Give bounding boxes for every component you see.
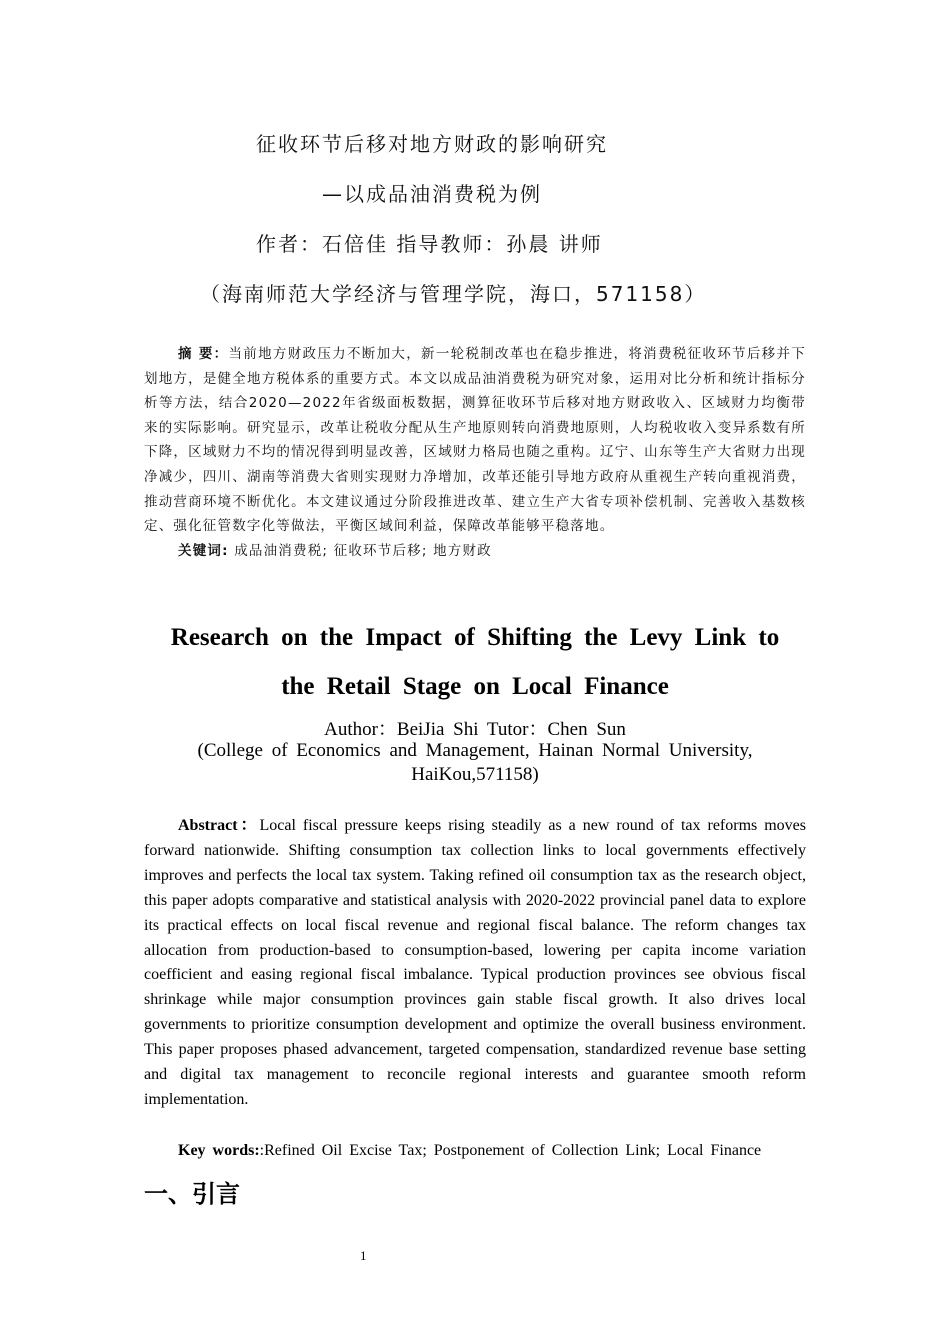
english-keywords-text: :Refined Oil Excise Tax; Postponement of Collection Link; Local Finance — [259, 1142, 762, 1159]
english-title-line-1: Research on the Impact of Shifting the Levy Link to — [170, 624, 780, 651]
chinese-keywords — [144, 539, 806, 564]
section-heading-introduction: 一、引言 — [144, 1180, 240, 1208]
chinese-affiliation: （海南师范大学经济与管理学院，海口，571158） — [200, 282, 707, 306]
chinese-keywords-label: 关键词: — [178, 542, 229, 559]
english-author-line: Author：BeiJia Shi Tutor：Chen Sun — [324, 719, 626, 740]
english-keywords — [144, 1142, 824, 1160]
chinese-abstract-paragraph — [144, 342, 806, 539]
english-abstract — [144, 814, 806, 1113]
english-title-line-2: the Retail Stage on Local Finance — [281, 673, 669, 700]
chinese-abstract-text: 当前地方财政压力不断加大，新一轮税制改革也在稳步推进，将消费税征收环节后移并下划地方，是健全地方税体系的重要方式。本文以成品油消费税为研究对象，运用对比分析和统计指标分析等方法，结合2020—2022年省级面板数据，测算征收环节后移对地方财政收入、区域财力均衡带来的实际影响。研究显示，改革让税收分配从生产地原则转向消费地原则，人均税收收入变异系数有所下降，区域财力不均的情况得到明显改善，区域财力格局也随之重构。辽宁、山东等生产大省财力出现净减少，四川、湖南等消费大省则实现财力净增加，改革还能引导地方政府从重视生产转向重视消费，推动营商环境不断优化。本文建议通过分阶段推进改革、建立生产大省专项补偿机制、完善收入基数核定、强化征管数字化等做法，平衡区域间利益，保障改革能够平稳落地。 — [144, 346, 806, 535]
chinese-keywords-text: 成品油消费税; 征收环节后移; 地方财政 — [234, 542, 492, 559]
english-affiliation: (College of Economics and Management, Hainan Normal University, HaiKou,571158) — [197, 740, 753, 785]
chinese-abstract — [144, 342, 806, 563]
english-abstract-text: Local fiscal pressure keeps rising steadily as a new round of tax reforms moves forward nationwide. Shifting consumption tax collection links to local governments effectively improves and perfects the local tax system. Taking refined oil consumption tax as the research object, this paper adopts comparative and statistical analysis with 2020-2022 provincial panel data to explore its practical effects on local fiscal revenue and regional fiscal balance. The reform changes tax allocation from production-based to consumption-based, lowering per capita income variation coefficient and easing regional fiscal imbalance. Typical production provinces see obvious fiscal shrinkage while major consumption provinces gain stable fiscal growth. It also drives local governments to prioritize consumption development and optimize the overall business environment. This paper proposes phased advancement, targeted compensation, standardized revenue base setting and digital tax management to reconcile regional interests and guarantee smooth reform implementation. — [144, 817, 807, 1108]
chinese-title: 征收环节后移对地方财政的影响研究 — [256, 132, 608, 156]
english-keywords-label: Key words: — [178, 1142, 260, 1159]
english-abstract-label: Abstract： — [178, 817, 260, 834]
page-number: 1 — [360, 1248, 367, 1263]
chinese-abstract-label: 摘 要： — [178, 346, 229, 362]
chinese-subtitle: —以成品油消费税为例 — [322, 182, 542, 206]
english-abstract-paragraph — [144, 814, 806, 1113]
chinese-author-line: 作者：石倍佳 指导教师：孙晨 讲师 — [256, 232, 603, 256]
